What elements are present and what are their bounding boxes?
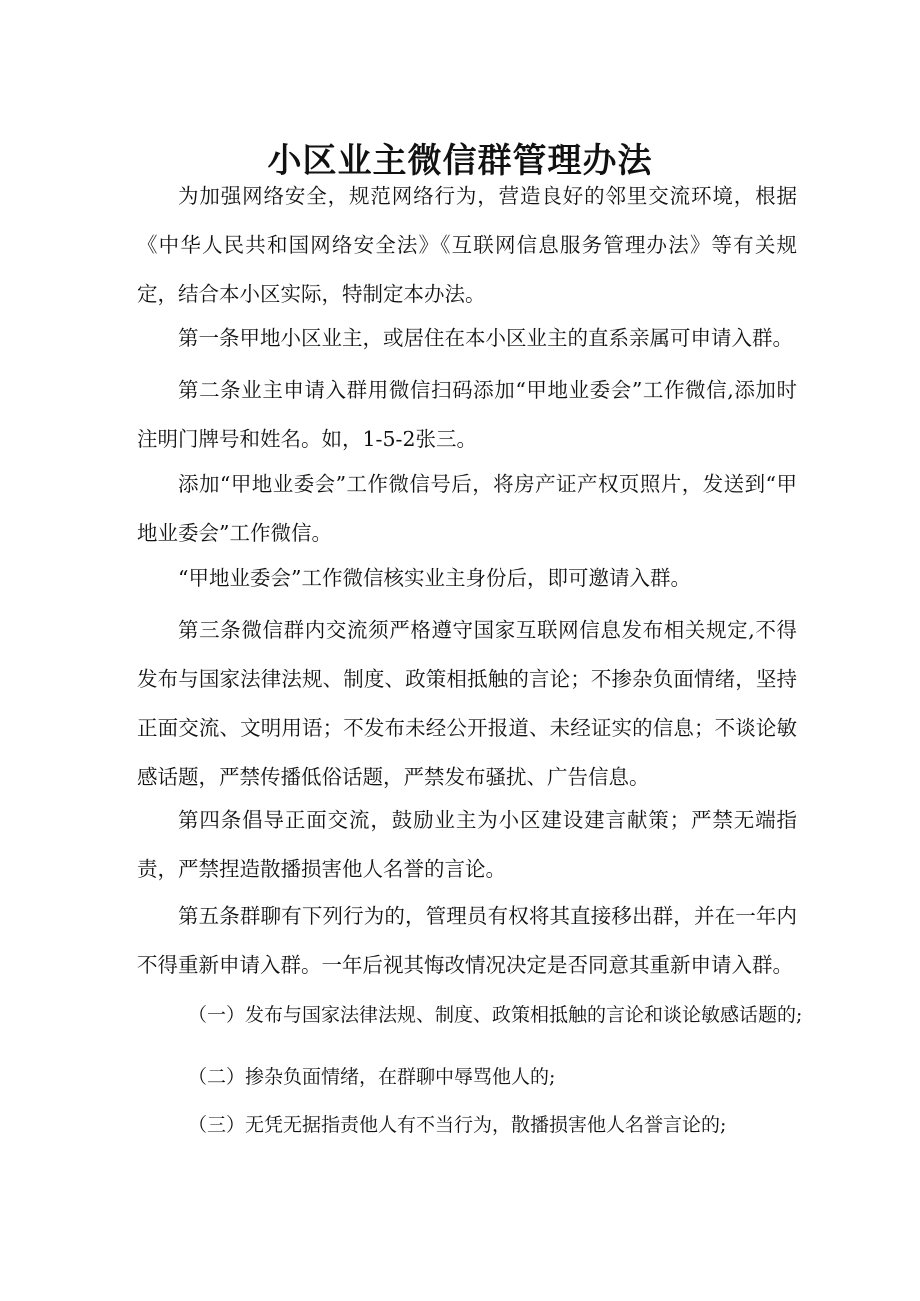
article-5-paragraph: 第五条群聊有下列行为的，管理员有权将其直接移出群，并在一年内不得重新申请入群。一年后视其悔改情况决定是否同意其重新申请入群。 <box>137 904 797 977</box>
document-title: 小区业主微信群管理办法 <box>267 140 653 181</box>
list-item: （二）掺杂负面情绪，在群聊中辱骂他人的; <box>188 1066 556 1088</box>
list-item: （一）发布与国家法律法规、制度、政策相抵触的言论和谈论敏感话题的; <box>188 1004 803 1026</box>
article-1-paragraph: 第一条甲地小区业主，或居住在本小区业主的直系亲属可申请入群。 <box>178 326 793 350</box>
preamble-paragraph: 为加强网络安全，规范网络行为，营造良好的邻里交流环境，根据《中华人民共和国网络安全法》《互联网信息服务管理办法》等有关规定，结合本小区实际，特制定本办法。 <box>137 184 797 306</box>
add-wechat-paragraph: 添加“甲地业委会”工作微信号后，将房产证产权页照片，发送到“甲地业委会”工作微信。 <box>137 472 797 545</box>
article-2-paragraph: 第二条业主申请入群用微信扫码添加“甲地业委会”工作微信,添加时注明门牌号和姓名。如，1-5-2张三。 <box>137 378 797 451</box>
list-item: （三）无凭无据指责他人有不当行为，散播损害他人名誉言论的; <box>188 1114 727 1136</box>
article-4-paragraph: 第四条倡导正面交流，鼓励业主为小区建设建言献策；严禁无端指责，严禁捏造散播损害他人名誉的言论。 <box>137 808 797 881</box>
article-3-paragraph: 第三条微信群内交流须严格遵守国家互联网信息发布相关规定,不得发布与国家法律法规、制度、政策相抵触的言论；不掺杂负面情绪，坚持正面交流、文明用语；不发布未经公开报道、未经证实的信息；不谈论敏感话题，严禁传播低俗话题，严禁发布骚扰、广告信息。 <box>137 618 797 789</box>
verify-paragraph: “甲地业委会”工作微信核实业主身份后，即可邀请入群。 <box>178 566 691 590</box>
